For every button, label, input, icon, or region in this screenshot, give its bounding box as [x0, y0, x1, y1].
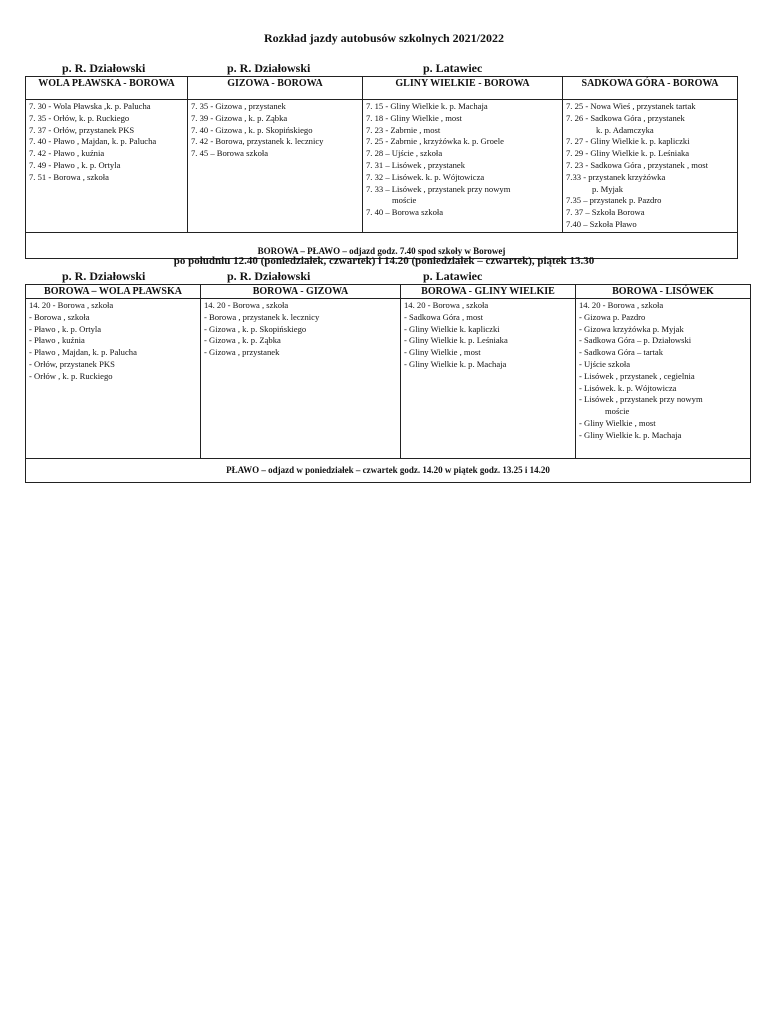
stop-line: 7. 37 - Orłów, przystanek PKS	[29, 124, 135, 135]
stop-line: - Lisówek , przystanek , cegielnia	[579, 370, 695, 381]
stop-line: 7. 32 – Lisówek. k. p. Wójtowicza	[366, 171, 485, 182]
stop-line: 7. 23 - Sadkowa Góra , przystanek , most	[566, 159, 709, 170]
stop-line: 7. 25 - Zabrnie , krzyżówka k. p. Groele	[366, 136, 504, 147]
stop-line: 7. 33 – Lisówek , przystanek przy nowym	[366, 183, 511, 194]
stop-line: - Ujście szkoła	[579, 358, 631, 369]
stop-line: - Sadkowa Góra – p. Działowski	[579, 335, 692, 346]
column-header: GLINY WIELKIE - BOROWA	[363, 77, 563, 100]
route-cell	[576, 299, 751, 459]
route-cell	[188, 100, 363, 233]
stop-line: - Gizowa , przystanek	[204, 347, 280, 358]
stop-line: - Pławo , Majdan, k. p. Palucha	[29, 347, 137, 358]
stop-line: - Gliny Wielkie k. p. Machaja	[404, 358, 507, 369]
stop-line: 7. 40 - Pławo , Majdan, k. p. Palucha	[29, 136, 157, 147]
driver-label: p. R. Działowski	[62, 61, 146, 75]
afternoon-heading: po południu 12.40 (poniedziałek, czwartek) i 14.20 (poniedziałek – czwartek), piątek 13.30	[173, 255, 595, 267]
stop-line: - Borowa , przystanek k. lecznicy	[204, 311, 320, 322]
column-header: BOROWA - GIZOWA	[201, 285, 401, 299]
stop-line: mościе	[605, 406, 630, 417]
driver-label: p. R. Działowski	[62, 269, 146, 283]
afternoon-footer-note: PŁAWO – odjazd w poniedziałek – czwartek godz. 14.20 w piątek godz. 13.25 i 14.20	[26, 459, 751, 483]
stop-line: 7. 27 - Gliny Wielkie k. p. kapliczki	[566, 136, 690, 147]
route-cell	[401, 299, 576, 459]
stop-line: 7. 35 - Gizowa , przystanek	[191, 101, 286, 111]
stop-line: - Orłów, przystanek PKS	[29, 358, 115, 369]
stop-line: 7. 40 - Gizowa , k. p. Skopińskiego	[191, 124, 313, 135]
page-title: Rozkład jazdy autobusów szkolnych 2021/2022	[263, 31, 505, 45]
stop-line: 14. 20 - Borowa , szkoła	[204, 300, 289, 310]
morning-schedule-table	[25, 76, 738, 259]
stop-line: 14. 20 - Borowa , szkoła	[404, 300, 489, 310]
stop-line: 7. 29 - Gliny Wielkie k. p. Leśniaka	[566, 148, 690, 159]
stop-line: - Gliny Wielkie , most	[579, 417, 656, 428]
driver-label: p. R. Działowski	[227, 269, 311, 283]
stop-line: - Gizowa p. Pazdro	[579, 311, 646, 322]
column-header: BOROWA - GLINY WIELKIE	[401, 285, 576, 299]
stop-line: 14. 20 - Borowa , szkoła	[29, 300, 114, 310]
stop-line: - Gliny Wielkie k. kapliczki	[404, 323, 500, 334]
stop-line: 7. 35 - Orłów, k. p. Ruckiego	[29, 112, 130, 123]
stop-line: - Orłów , k. p. Ruckiego	[29, 370, 113, 381]
stop-line: - Pławo , kuźnia	[29, 335, 85, 346]
column-header: BOROWA - LISÓWEK	[576, 285, 751, 299]
route-cell	[26, 299, 201, 459]
stop-line: 7.35 – przystanek p. Pazdro	[566, 195, 662, 206]
stop-line: 7. 51 - Borowa , szkoła	[29, 171, 109, 182]
stop-line: - Lisówek , przystanek przy nowym	[579, 394, 703, 405]
stop-line: - Gizowa krzyżówka p. Myjak	[579, 323, 684, 334]
stop-line: - Gliny Wielkie , most	[404, 347, 481, 358]
route-cell	[26, 100, 188, 233]
stop-line: - Gizowa , k. p. Ząbka	[204, 335, 281, 346]
stop-line: 7. 23 - Zabrnie , most	[366, 124, 441, 135]
stop-line: 7. 30 - Wola Pławska ,k. p. Palucha	[29, 101, 151, 111]
route-cell	[201, 299, 401, 459]
column-header: BOROWA – WOLA PŁAWSKA	[26, 285, 201, 299]
stop-line: mościе	[392, 195, 417, 206]
stop-line: p. Myjak	[592, 183, 624, 194]
stop-line: 7. 45 – Borowa szkoła	[191, 148, 269, 159]
stop-line: 7. 40 – Borowa szkoła	[366, 207, 444, 218]
stop-line: 7.33 - przystanek krzyżówka	[566, 171, 666, 182]
stop-line: - Sadkowa Góra – tartak	[579, 347, 663, 358]
stop-line: 7. 39 - Gizowa , k. p. Ząbka	[191, 112, 288, 123]
stop-line: 7.40 – Szkoła Pławo	[566, 218, 637, 229]
stop-line: 7. 28 – Ujście , szkoła	[366, 148, 443, 159]
stop-line: 7. 18 - Gliny Wielkie , most	[366, 112, 462, 123]
stop-line: - Pławo , k. p. Ortyla	[29, 323, 102, 334]
stop-line: k. p. Adamczyka	[596, 124, 654, 135]
afternoon-schedule-table	[25, 284, 751, 483]
stop-line: 7. 15 - Gliny Wielkie k. p. Machaja	[366, 101, 488, 111]
stop-line: 7. 25 - Nowa Wieś , przystanek tartak	[566, 101, 696, 111]
stop-line: 7. 42 - Pławo , kuźnia	[29, 148, 105, 159]
stop-line: - Gliny Wielkie k. p. Leśniaka	[404, 335, 508, 346]
driver-label: p. Latawiec	[423, 61, 483, 75]
stop-line: - Gizowa , k. p. Skopińskiego	[204, 323, 307, 334]
stop-line: 7. 26 - Sadkowa Góra , przystanek	[566, 112, 685, 123]
column-header: WOLA PŁAWSKA - BOROWA	[26, 77, 188, 100]
stop-line: 7. 49 - Pławo , k. p. Ortyla	[29, 159, 121, 170]
stop-line: - Gliny Wielkie k. p. Machaja	[579, 429, 682, 440]
column-header: GIZOWA - BOROWA	[188, 77, 363, 100]
morning-footer-note: BOROWA – PŁAWO – odjazd godz. 7.40 spod szkoły w Borowej	[26, 232, 738, 258]
driver-label: p. Latawiec	[423, 269, 483, 283]
stop-line: - Sadkowa Góra , most	[404, 311, 484, 322]
route-cell	[363, 100, 563, 233]
stop-line: 14. 20 - Borowa , szkoła	[579, 300, 664, 310]
driver-label: p. R. Działowski	[227, 61, 311, 75]
route-cell	[563, 100, 738, 233]
stop-line: 7. 42 - Borowa, przystanek k. lecznicy	[191, 136, 324, 147]
stop-line: 7. 37 – Szkoła Borowa	[566, 207, 645, 218]
stop-line: - Borowa , szkoła	[29, 311, 90, 322]
stop-line: 7. 31 – Lisówek , przystanek	[366, 159, 466, 170]
stop-line: - Lisówek. k. p. Wójtowicza	[579, 382, 677, 393]
column-header: SADKOWA GÓRA - BOROWA	[563, 77, 738, 100]
